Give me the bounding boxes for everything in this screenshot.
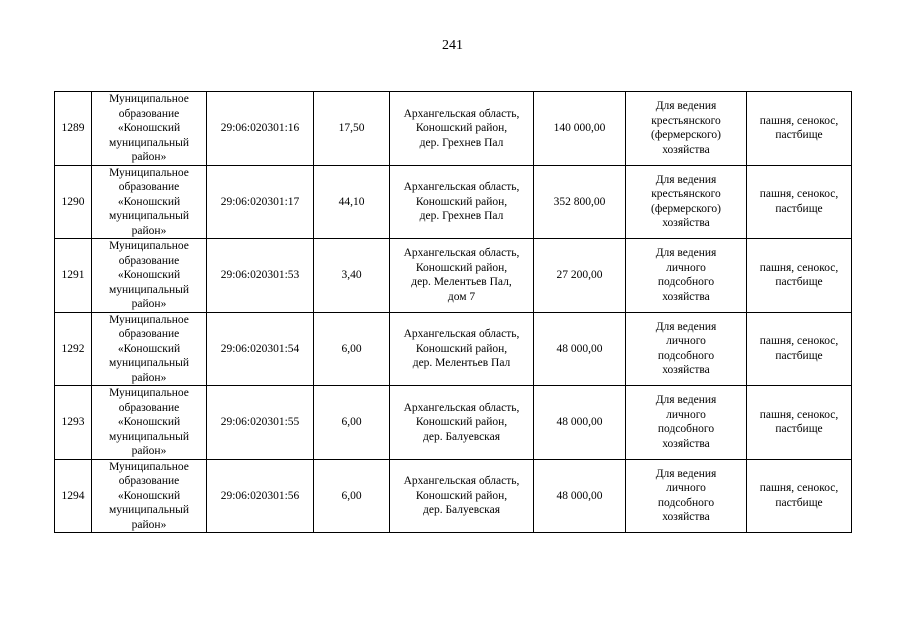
address-cell-line: Коношский район, [415,195,508,208]
address-cell-line: Архангельская область, [403,475,520,487]
permitted-use-cell-line: подсобного [657,276,715,289]
owner-cell [92,386,207,460]
owner-cell-line: район» [131,518,167,531]
owner-cell-line: муниципальный [108,136,190,149]
row-number-cell: 1290 [55,165,92,239]
owner-cell [92,92,207,166]
permitted-use-cell [626,386,747,460]
area-cell: 17,50 [314,92,390,166]
area-cell: 3,40 [314,239,390,313]
table-row [55,239,852,313]
permitted-use-cell-line: Для ведения [655,320,717,333]
owner-cell-line: Муниципальное [109,93,189,105]
address-cell-line: Архангельская область, [403,401,520,414]
owner-cell-line: муниципальный [108,357,190,369]
cadastral-number-cell: 29:06:020301:53 [207,239,314,313]
cadastral-value-cell: 48 000,00 [534,312,626,386]
land-registry-table [54,91,852,533]
owner-cell-line: муниципальный [108,430,190,443]
owner-cell-line: образование [118,107,180,120]
owner-cell-line: «Коношский [117,416,181,428]
owner-cell-line: образование [118,401,180,414]
cadastral-number-cell: 29:06:020301:56 [207,459,314,533]
address-cell-line: Архангельская область, [403,107,520,120]
owner-cell-line: район» [131,151,167,163]
owner-cell-line: образование [118,475,180,487]
permitted-use-cell [626,239,747,313]
row-number-cell: 1292 [55,312,92,386]
address-cell [390,239,534,313]
permitted-use-cell-line: хозяйства [662,290,710,303]
table-row [55,312,852,386]
table-row [55,165,852,239]
area-cell: 44,10 [314,165,390,239]
owner-cell-line: образование [118,328,180,340]
area-cell: 6,00 [314,386,390,460]
permitted-use-cell [626,165,747,239]
permitted-use-cell-line: подсобного [657,496,715,509]
page-number: 241 [442,38,463,53]
cadastral-number-cell: 29:06:020301:55 [207,386,314,460]
address-cell [390,459,534,533]
permitted-use-cell-line: хозяйства [662,364,710,377]
cadastral-number-cell: 29:06:020301:54 [207,312,314,386]
address-cell-line: дер. Грехнев Пал [419,136,504,149]
row-number-cell: 1289 [55,92,92,166]
address-cell-line: Архангельская область, [403,181,520,193]
permitted-use-cell-line: (фермерского) [651,202,721,215]
permitted-use-cell-line: хозяйства [662,217,710,230]
address-cell-line: дом 7 [447,290,476,303]
owner-cell-line: «Коношский [117,195,181,208]
owner-cell-line: муниципальный [108,210,190,222]
land-use-cell-line: пашня, сенокос, [759,188,839,201]
address-cell [390,312,534,386]
permitted-use-cell-line: Для ведения [655,173,717,186]
cadastral-value-cell: 48 000,00 [534,386,626,460]
cadastral-value-cell: 140 000,00 [534,92,626,166]
address-cell-line: Коношский район, [415,416,508,428]
permitted-use-cell-line: личного [666,408,706,421]
permitted-use-cell-line: хозяйства [662,511,710,524]
area-cell: 6,00 [314,459,390,533]
owner-cell-line: образование [118,181,180,193]
permitted-use-cell [626,312,747,386]
address-cell [390,92,534,166]
address-cell-line: Архангельская область, [403,247,520,260]
land-use-cell-line: пастбище [775,202,823,215]
address-cell [390,165,534,239]
table-row [55,92,852,166]
row-number-cell: 1294 [55,459,92,533]
area-cell: 6,00 [314,312,390,386]
address-cell-line: дер. Балуевская [423,430,500,443]
land-use-cell-line: пастбище [775,423,823,436]
owner-cell-line: район» [131,445,167,457]
owner-cell-line: Муниципальное [109,387,189,399]
owner-cell [92,239,207,313]
cadastral-number-cell: 29:06:020301:16 [207,92,314,166]
land-use-cell [747,239,852,313]
permitted-use-cell-line: хозяйства [662,143,710,156]
land-use-cell-line: пастбище [775,129,823,142]
permitted-use-cell-line: крестьянского [651,114,721,127]
owner-cell [92,459,207,533]
land-use-cell [747,312,852,386]
owner-cell-line: район» [131,298,167,310]
land-use-cell [747,459,852,533]
address-cell-line: дер. Мелентьев Пал [412,357,511,369]
table-body [55,92,852,533]
permitted-use-cell [626,92,747,166]
land-use-cell-line: пастбище [775,349,823,362]
permitted-use-cell-line: Для ведения [655,100,717,113]
address-cell-line: дер. Мелентьев Пал, [411,276,512,289]
owner-cell [92,165,207,239]
address-cell-line: Архангельская область, [403,328,520,340]
land-use-cell-line: пастбище [775,276,823,289]
land-use-cell-line: пашня, сенокос, [759,261,839,274]
permitted-use-cell-line: личного [666,335,706,348]
owner-cell-line: муниципальный [108,283,190,296]
land-use-cell [747,386,852,460]
land-use-cell-line: пашня, сенокос, [759,114,839,127]
owner-cell-line: образование [118,254,180,267]
address-cell [390,386,534,460]
owner-cell-line: Муниципальное [109,313,189,326]
land-use-cell-line: пашня, сенокос, [759,482,839,495]
cadastral-number-cell: 29:06:020301:17 [207,165,314,239]
row-number-cell: 1293 [55,386,92,460]
address-cell-line: Коношский район, [415,489,508,502]
owner-cell-line: Муниципальное [109,240,189,252]
address-cell-line: Коношский район, [415,122,508,134]
cadastral-value-cell: 27 200,00 [534,239,626,313]
permitted-use-cell-line: Для ведения [655,394,717,407]
cadastral-value-cell: 48 000,00 [534,459,626,533]
address-cell-line: дер. Грехнев Пал [419,210,504,222]
permitted-use-cell-line: личного [666,261,706,274]
permitted-use-cell-line: подсобного [657,423,715,436]
permitted-use-cell-line: Для ведения [655,467,717,480]
owner-cell-line: муниципальный [108,504,190,516]
permitted-use-cell-line: (фермерского) [651,129,721,142]
row-number-cell: 1291 [55,239,92,313]
permitted-use-cell [626,459,747,533]
cadastral-value-cell: 352 800,00 [534,165,626,239]
owner-cell-line: район» [131,371,167,384]
permitted-use-cell-line: подсобного [657,349,715,362]
land-use-cell [747,165,852,239]
land-use-cell-line: пастбище [775,496,823,509]
address-cell-line: дер. Балуевская [423,504,500,516]
address-cell-line: Коношский район, [415,342,508,355]
address-cell-line: Коношский район, [415,261,508,274]
owner-cell-line: «Коношский [117,269,181,281]
owner-cell-line: «Коношский [117,342,181,355]
permitted-use-cell-line: крестьянского [651,188,721,201]
permitted-use-cell-line: личного [666,482,706,495]
land-use-cell-line: пашня, сенокос, [759,408,839,421]
owner-cell-line: Муниципальное [109,460,189,473]
table-row [55,459,852,533]
land-use-cell-line: пашня, сенокос, [759,335,839,348]
owner-cell [92,312,207,386]
owner-cell-line: «Коношский [117,489,181,502]
permitted-use-cell-line: Для ведения [655,247,717,260]
permitted-use-cell-line: хозяйства [662,437,710,450]
owner-cell-line: Муниципальное [109,166,189,179]
owner-cell-line: район» [131,224,167,237]
owner-cell-line: «Коношский [117,122,181,134]
table-row [55,386,852,460]
land-use-cell [747,92,852,166]
